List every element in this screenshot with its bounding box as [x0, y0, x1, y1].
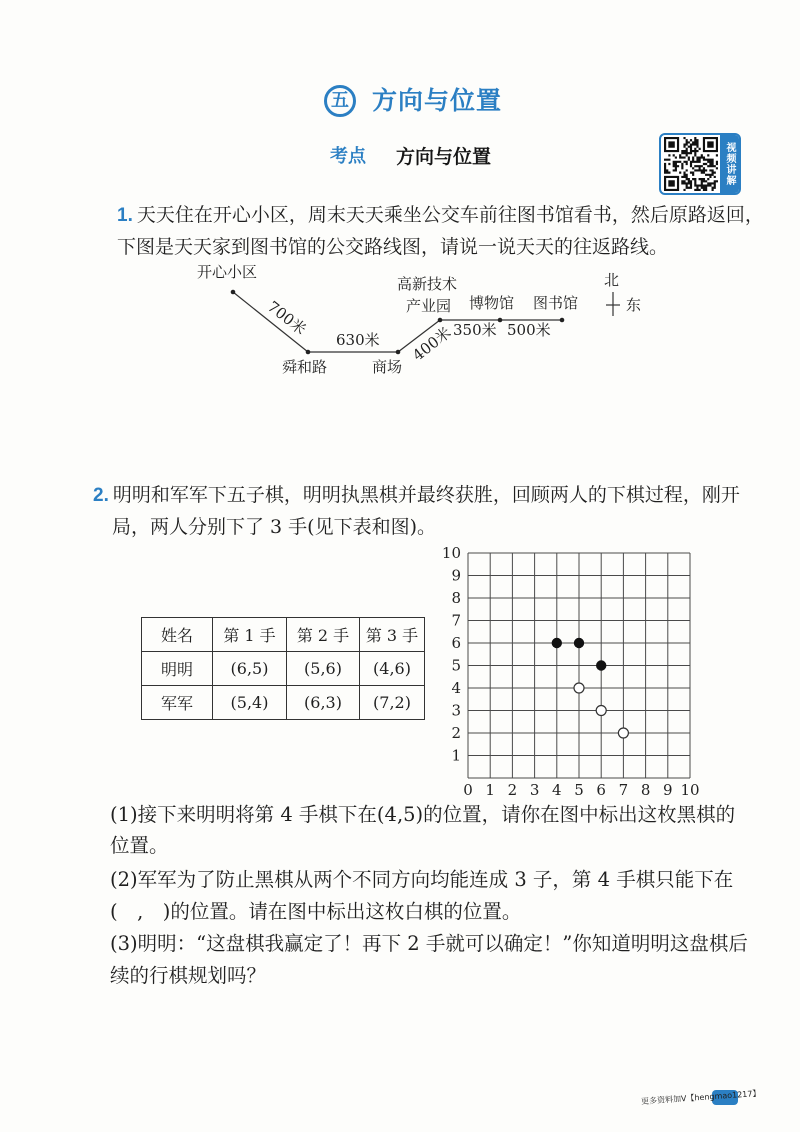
sub-question-3-line-2: 续的行棋规划吗？ — [110, 964, 267, 987]
sub-question-2-line-2: ( , )的位置。请在图中标出这枚白棋的位置。 — [110, 900, 522, 923]
table-row — [142, 686, 425, 720]
x-tick-label: 0 — [463, 781, 473, 799]
y-tick-label: 3 — [451, 701, 461, 720]
compass-north-label: 北 — [604, 271, 620, 289]
y-tick-label: 9 — [451, 566, 461, 585]
y-tick-label: 4 — [451, 679, 461, 697]
table-cell: (5,4) — [213, 686, 287, 720]
moves-table — [141, 617, 425, 720]
stop-dot-home — [231, 290, 236, 295]
compass-east-label: 东 — [626, 296, 642, 314]
table-cell: (6,5) — [213, 652, 287, 686]
qr-code-icon — [664, 137, 718, 191]
distance-label-mall-park: 400米 — [409, 323, 455, 365]
q2-line-2: 局，两人分别下了 3 手(见下表和图)。 — [112, 516, 436, 538]
table-cell: (5,6) — [287, 652, 360, 686]
x-tick-label: 4 — [552, 781, 562, 799]
qr-caption: 视频讲解 — [720, 135, 739, 193]
q1-number: 1. — [117, 205, 133, 226]
stop-label-library: 图书馆 — [533, 294, 579, 312]
table-header-cell: 第 3 手 — [360, 618, 425, 652]
stop-label-mall: 商场 — [372, 358, 403, 376]
q1-line-1 — [117, 203, 764, 228]
x-tick-label: 1 — [485, 781, 495, 799]
x-tick-label: 5 — [574, 781, 584, 799]
stop-label-museum: 博物馆 — [469, 294, 515, 312]
q2-text-1: 明明和军军下五子棋，明明执黑棋并最终获胜，回顾两人的下棋过程，刚开 — [112, 484, 740, 506]
table-cell: (7,2) — [360, 686, 425, 720]
x-tick-label: 8 — [640, 781, 651, 799]
table-cell: (4,6) — [360, 652, 425, 686]
stop-label-park-line-1: 高新技术 — [397, 275, 458, 293]
black-stone — [574, 638, 584, 648]
x-tick-label: 10 — [680, 781, 700, 799]
chapter-title: 方向与位置 — [372, 86, 503, 115]
y-tick-label: 7 — [451, 611, 461, 630]
q2-number: 2. — [93, 485, 109, 506]
distance-label-road-mall: 630米 — [336, 331, 380, 349]
qr-code-block — [659, 133, 741, 195]
white-stone — [596, 706, 606, 716]
section-label: 考点 — [330, 146, 366, 167]
stop-dot-park — [438, 318, 443, 323]
watermark: 更多资料加V【hengmao1217】 — [640, 1088, 761, 1107]
distance-label-park-museum: 350米 — [453, 321, 497, 339]
table-row — [142, 652, 425, 686]
chapter-number-badge: 五 — [324, 85, 356, 117]
table-cell: 明明 — [142, 652, 213, 686]
section-title: 方向与位置 — [396, 146, 492, 168]
sub-question-1-line-2: 位置。 — [110, 834, 169, 857]
y-tick-label: 1 — [451, 746, 461, 765]
stop-dot-road — [306, 350, 311, 355]
table-header-cell: 第 2 手 — [287, 618, 360, 652]
x-tick-label: 2 — [507, 781, 518, 799]
y-tick-label: 2 — [451, 724, 461, 742]
q1-line-2: 下图是天天家到图书馆的公交路线图，请说一说天天的往返路线。 — [117, 236, 669, 258]
stop-dot-mall — [396, 350, 401, 355]
x-tick-label: 9 — [663, 781, 673, 799]
gomoku-board — [440, 545, 702, 800]
stop-dot-library — [560, 318, 565, 323]
sub-question-3-line-1: (3)明明：“这盘棋我赢定了！再下 2 手就可以确定！”你知道明明这盘棋后 — [110, 932, 748, 955]
table-header-cell: 姓名 — [142, 618, 213, 652]
table-cell: (6,3) — [287, 686, 360, 720]
y-tick-label: 10 — [441, 545, 461, 562]
y-tick-label: 6 — [451, 634, 461, 652]
sub-question-2-line-1: (2)军军为了防止黑棋从两个不同方向均能连成 3 子，第 4 手棋只能下在 — [110, 868, 734, 891]
distance-label-home-road: 700米 — [264, 297, 310, 339]
sub-question-1-line-1: (1)接下来明明将第 4 手棋下在(4,5)的位置，请你在图中标出这枚黑棋的 — [110, 803, 736, 826]
q2-line-1 — [93, 483, 740, 508]
x-tick-label: 3 — [529, 781, 540, 799]
table-cell: 军军 — [142, 686, 213, 720]
q1-text-1: 天天住在开心小区，周末天天乘坐公交车前往图书馆看书，然后原路返回， — [136, 204, 764, 226]
table-header-row — [142, 618, 425, 652]
stop-label-road: 舜和路 — [282, 358, 328, 376]
black-stone — [552, 638, 562, 648]
white-stone — [574, 683, 584, 693]
x-tick-label: 7 — [618, 781, 629, 799]
x-tick-label: 6 — [596, 781, 606, 799]
stop-label-park-line-2: 产业园 — [406, 297, 452, 315]
table-header-cell: 第 1 手 — [213, 618, 287, 652]
y-tick-label: 8 — [451, 589, 461, 607]
white-stone — [618, 728, 628, 738]
stop-label-home: 开心小区 — [197, 263, 258, 281]
black-stone — [596, 660, 606, 670]
distance-label-museum-library: 500米 — [507, 321, 551, 339]
qr-code-pattern — [664, 137, 718, 191]
stop-dot-museum — [498, 318, 503, 323]
y-tick-label: 5 — [451, 656, 461, 675]
